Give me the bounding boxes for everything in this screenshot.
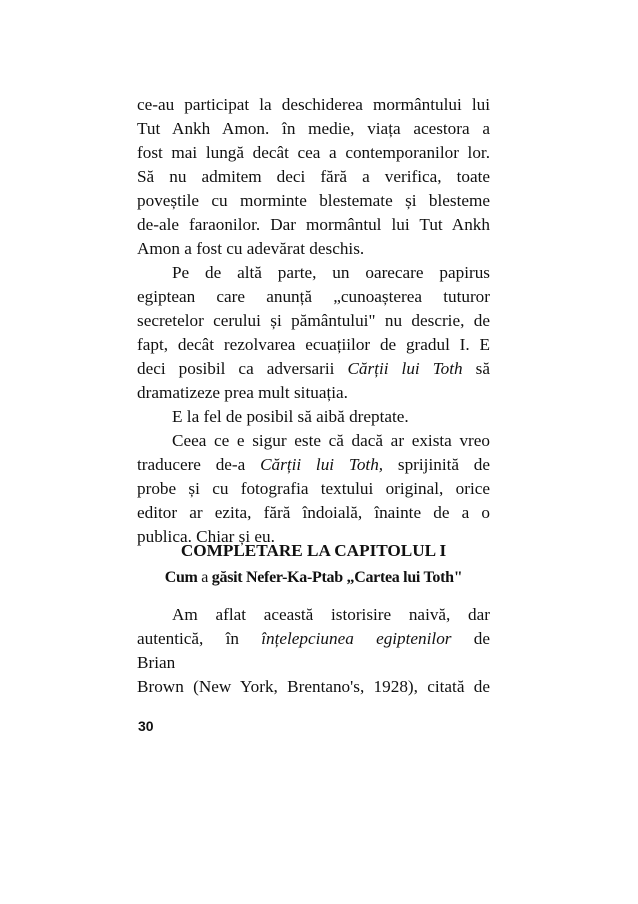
- text-line: Am aflat această istorisire naivă, dar: [172, 605, 490, 624]
- text-span: deci posibil ca adversarii: [137, 359, 348, 378]
- text-line: Brown (New York, Brentano's, 1928), citată de: [137, 677, 490, 696]
- text-line: Brian: [137, 653, 176, 672]
- subheading-part: Cum: [164, 569, 198, 586]
- text-span: autentică, în: [137, 629, 262, 648]
- text-line: editor ar ezita, fără îndoială, înainte de a o: [137, 503, 490, 522]
- text-line: [137, 453, 490, 477]
- text-line: E la fel de posibil să aibă dreptate.: [172, 407, 409, 426]
- text-line: [137, 357, 490, 381]
- text-line: publica. Chiar și eu.: [137, 527, 275, 546]
- chapter-subheading: [137, 566, 490, 590]
- book-title: înțelepciunea egiptenilor: [261, 629, 452, 648]
- chapter-heading: COMPLETARE LA CAPITOLUL I: [180, 541, 447, 560]
- text-line: Pe de altă parte, un oarecare papirus: [172, 263, 490, 282]
- text-line: Ceea ce e sigur este că dacă ar exista vreo: [172, 431, 490, 450]
- subheading-part: a: [197, 569, 212, 586]
- text-line: Să nu admitem deci fără a verifica, toate: [137, 167, 490, 186]
- text-span: sprijinită de: [383, 455, 491, 474]
- text-line: secretelor cerului și pământului" nu descrie, de: [137, 311, 490, 330]
- text-line: ce-au participat la deschiderea mormântului lui: [137, 95, 490, 114]
- book-title: Cărții lui Toth,: [260, 455, 384, 474]
- text-line: fost mai lungă decât cea a contemporanilor lor.: [137, 143, 490, 162]
- text-span: de: [451, 629, 490, 648]
- text-span: traducere de-a: [137, 455, 261, 474]
- text-line: de-ale faraonilor. Dar mormântul lui Tut Ankh: [137, 215, 490, 234]
- text-line: [137, 627, 490, 651]
- text-line: Tut Ankh Amon. în medie, viața acestora a: [137, 119, 490, 138]
- text-line: egiptean care anunță „cunoașterea tuturor: [137, 287, 490, 306]
- text-line: dramatizeze prea mult situația.: [137, 383, 348, 402]
- text-line: Amon a fost cu adevărat deschis.: [137, 239, 365, 258]
- page-number: 30: [138, 718, 154, 734]
- text-line: fapt, decât rezolvarea ecuațiilor de gradul I. E: [137, 335, 490, 354]
- text-line: poveștile cu morminte blestemate și blesteme: [137, 191, 490, 210]
- text-line: probe și cu fotografia textului original, orice: [137, 479, 490, 498]
- book-title: Cărții lui Toth: [347, 359, 463, 378]
- subheading-part: găsit Nefer-Ka-Ptab „Cartea lui Toth": [211, 569, 463, 586]
- text-span: să: [462, 359, 490, 378]
